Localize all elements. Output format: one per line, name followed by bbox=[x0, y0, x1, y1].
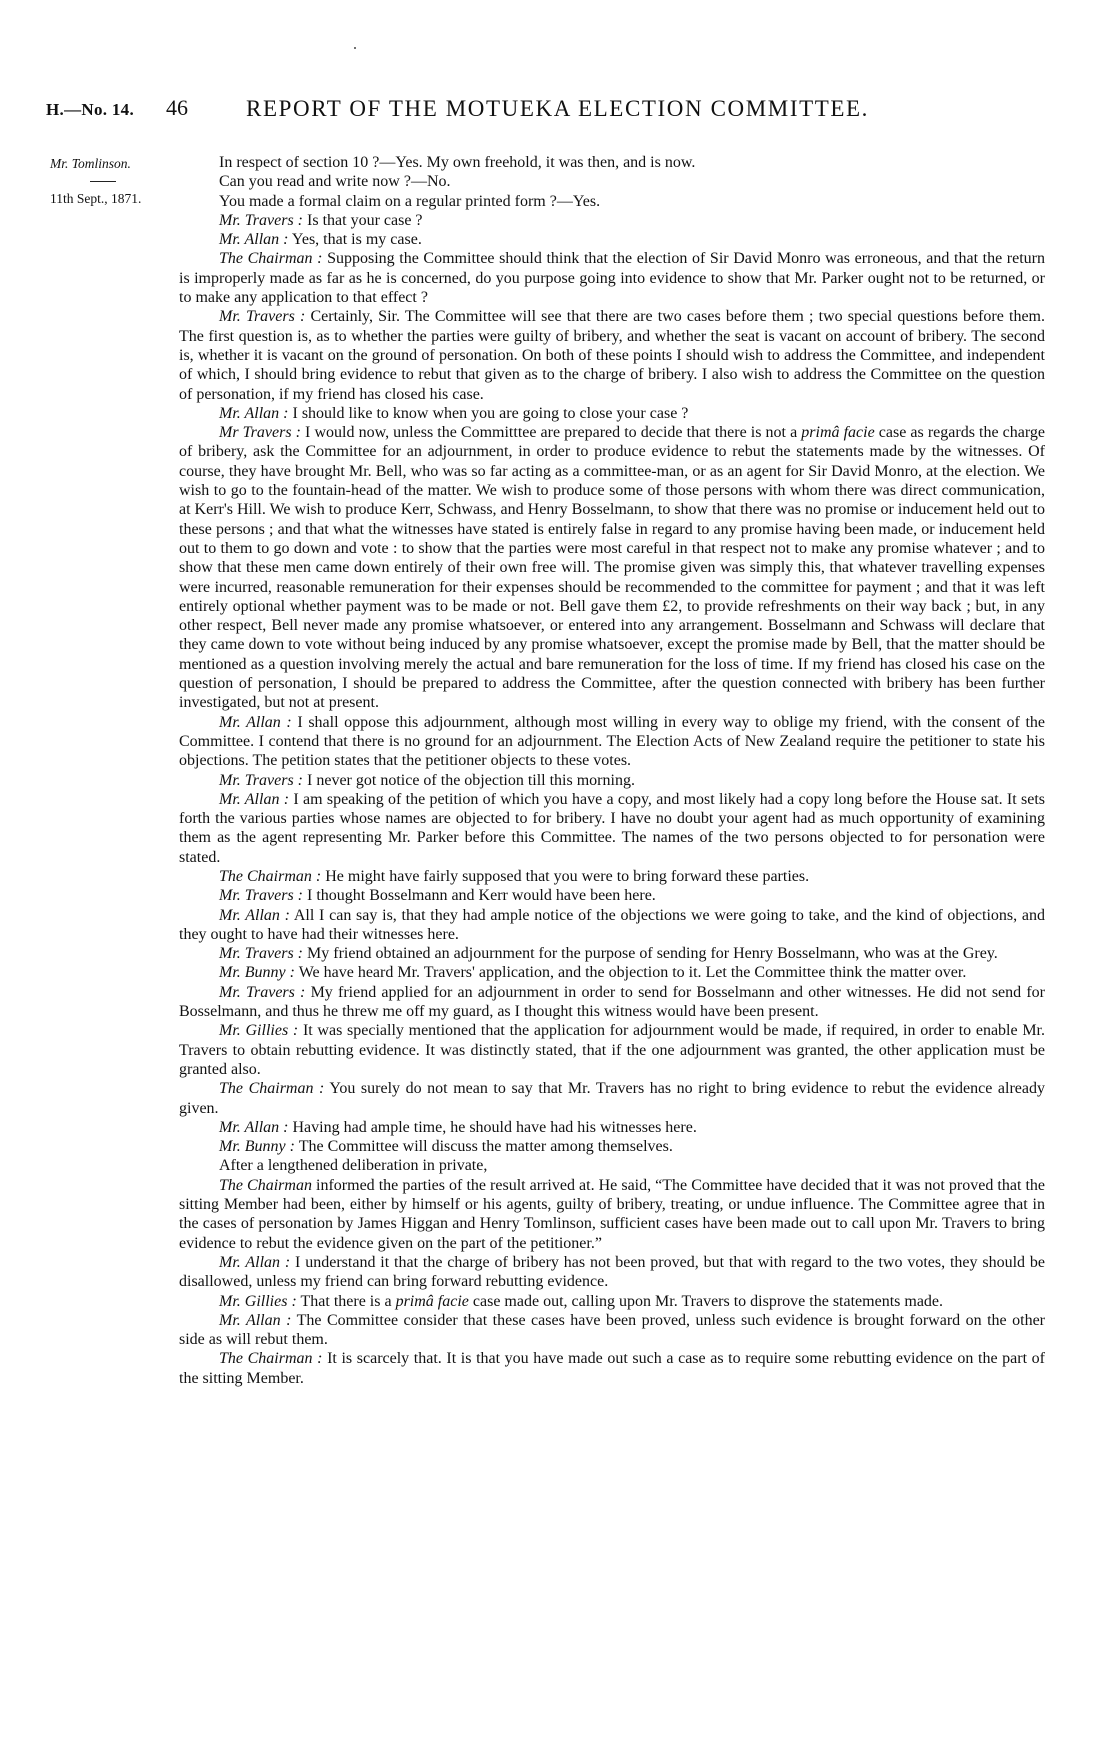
margin-divider bbox=[90, 181, 116, 182]
paragraph bbox=[179, 307, 1045, 403]
speaker-name: Mr. Travers : bbox=[219, 887, 304, 905]
paragraph bbox=[179, 192, 1045, 211]
paragraph-text: informed the parties of the result arrived at. He said, “The Committee have decided that it was not proved that the sitting Member had been, either by himself or his agents, guilty of bribery, treating, or undue influence. The Committee agree that in the cases of personation by James Higgan and Henry Tomlinson, sufficient cases have been made out to call upon Mr. Travers to bring evidence to rebut the evidence given on the part of the petitioner.” bbox=[179, 1176, 1045, 1252]
speaker-name: Mr. Gillies : bbox=[219, 1022, 299, 1040]
speaker-name: Mr. Allan : bbox=[219, 231, 289, 249]
paragraph bbox=[179, 886, 1045, 905]
speaker-name: Mr. Travers : bbox=[219, 945, 304, 963]
paragraph bbox=[179, 423, 1045, 712]
paragraph-text: Certainly, Sir. The Committee will see that there are two cases before them ; two special questions before them. The first question is, as to whether the parties were guilty of bribery, and whether the seat is vacant on account of bribery. The second is, whether it is vacant on the ground of personation. On both of these points I should wish to address the Committee, and independent of which, I should bring evidence to rebut that given as to the charge of bribery. I also wish to address the Committee on the question of personation, if my friend has closed his case. bbox=[179, 308, 1045, 403]
paragraph-text: We have heard Mr. Travers' application, and the objection to it. Let the Committee think the matter over. bbox=[294, 964, 967, 982]
paragraph-text: Having had ample time, he should have had his witnesses here. bbox=[288, 1118, 697, 1136]
page-number: 46 bbox=[166, 95, 188, 120]
margin-witness-name: Mr. Tomlinson. bbox=[50, 156, 131, 171]
paragraph bbox=[179, 1349, 1045, 1388]
speaker-name: Mr. Travers : bbox=[219, 771, 304, 789]
paragraph bbox=[179, 790, 1045, 867]
speaker-name: Mr. Travers : bbox=[219, 211, 304, 229]
speaker-name: Mr. Allan : bbox=[219, 404, 289, 422]
paragraph-text: The Committee consider that these cases have been proved, unless such evidence is brought forward on the other side as will rebut them. bbox=[179, 1311, 1045, 1349]
italic-phrase: primâ facie bbox=[395, 1292, 469, 1310]
paragraph-text: It is scarcely that. It is that you have made out such a case as to require some rebutting evidence on the part of the sitting Member. bbox=[179, 1350, 1045, 1387]
paragraph bbox=[179, 983, 1045, 1022]
paragraph bbox=[179, 230, 1045, 249]
paragraph-text: I am speaking of the petition of which you have a copy, and most likely had a copy long before the House sat. It sets forth the various parties whose names are objected to for bribery. I have no doubt your agent had as much opportunity of examining them as the agent representing Mr. Parker before this Committee. The names of the two persons objected to for personation were stated. bbox=[179, 790, 1046, 866]
paragraph bbox=[179, 1156, 1045, 1175]
speaker-name: The Chairman : bbox=[219, 250, 323, 268]
paragraph bbox=[179, 867, 1045, 886]
paragraph bbox=[179, 1137, 1045, 1156]
paragraph-text: It was specially mentioned that the application for adjournment would be made, if required, in order to enable Mr. Travers to obtain rebutting evidence. It was distinctly stated, that if the one adjournment was granted, the other application must be granted also. bbox=[179, 1022, 1045, 1078]
speaker-name: The Chairman : bbox=[219, 1350, 323, 1368]
minutes-text bbox=[179, 153, 1045, 1388]
paragraph-text: I never got notice of the objection till this morning. bbox=[303, 771, 635, 789]
paragraph-text: The Committee will discuss the matter among themselves. bbox=[294, 1138, 673, 1156]
speaker-name: Mr. Bunny : bbox=[219, 1138, 295, 1156]
paragraph bbox=[179, 963, 1045, 982]
speaker-name: The Chairman bbox=[219, 1176, 312, 1194]
speaker-name: Mr. Allan : bbox=[219, 1253, 291, 1271]
paragraph-text: Yes, that is my case. bbox=[288, 231, 422, 249]
italic-phrase: primâ facie bbox=[801, 424, 875, 442]
speaker-name: Mr Travers : bbox=[219, 424, 301, 442]
paragraph-text: case as regards the charge of bribery, ask the Committee for an adjournment, in order to produce evidence to rebut the statements made by the witnesses. Of course, they have brought Mr. Bell, who was so far acting as a committee-man, or as an agent for Sir David Monro, at the election. We wish to go to the fountain-head of the matter. We wish to produce some of those persons with whom there was direct communication, at Kerr's Hill. We wish to produce Kerr, Schwass, and Henry Bosselmann, to show that there was no promise or inducement held out to these persons ; and that what the witnesses have stated is entirely false in regard to any promise having been made, or inducement held out to them to go down and vote : to show that the parties were most careful in that respect not to make any promise whatever ; and to show that these men came down entirely of their own free will. The promise given was simply this, that whatever travelling expenses were incurred, reasonable remuneration for their expenses should be recommended to the committee for payment ; and that it was left entirely optional whether payment was to be made or not. Bell gave them £2, to provide refreshments on their way back ; but, in any other respect, Bell never made any promise whatsoever, or entered into any arrangement. Bosselmann and Schwass will declare that they came down to vote without being induced by any promise whatsoever, except the promise made by Bell, that the matter should be mentioned as a question involving merely the actual and bare remuneration for the loss of time. If my friend has closed his case on the question of personation, I should be prepared to address the Committee, after the question connected with bribery has been further investigated, but not at present. bbox=[179, 424, 1046, 712]
paragraph bbox=[179, 172, 1045, 191]
paragraph bbox=[179, 1311, 1045, 1350]
paragraph-text: My friend obtained an adjournment for the purpose of sending for Henry Bosselmann, who was at the Grey. bbox=[303, 945, 998, 963]
paragraph-text: You made a formal claim on a regular printed form ?—Yes. bbox=[219, 192, 601, 210]
paragraph-text: My friend applied for an adjournment in order to send for Bosselmann and other witnesses. He did not send for Bosselmann, and thus he threw me off my guard, as I thought this witness would have been present. bbox=[179, 983, 1045, 1021]
paragraph-text: Can you read and write now ?—No. bbox=[219, 173, 451, 191]
margin-note bbox=[46, 156, 176, 207]
speaker-name: The Chairman : bbox=[219, 867, 322, 885]
speaker-name: Mr. Allan : bbox=[219, 1118, 289, 1136]
paragraph bbox=[179, 1292, 1045, 1311]
paragraph-text: I shall oppose this adjournment, although most willing in every way to oblige my friend, with the consent of the Committee. I contend that there is no ground for an adjournment. The Election Acts of New Zealand require the petitioner to state his objections. The petition states that the petitioner objects to these votes. bbox=[179, 713, 1045, 770]
paragraph-text: All I can say is, that they had ample notice of the objections we were going to take, and the kind of objections, and they ought to have had their witnesses here. bbox=[179, 906, 1046, 943]
paragraph-text: case made out, calling upon Mr. Travers to disprove the statements made. bbox=[468, 1292, 944, 1310]
paragraph-text: That there is a bbox=[296, 1292, 396, 1310]
paragraph-text: Is that your case ? bbox=[303, 211, 423, 229]
speaker-name: The Chairman : bbox=[219, 1080, 325, 1098]
paragraph bbox=[179, 1176, 1045, 1253]
paragraph-text: You surely do not mean to say that Mr. Travers has no right to bring evidence to rebut the evidence already given. bbox=[179, 1080, 1045, 1117]
paragraph-text: He might have fairly supposed that you were to bring forward these parties. bbox=[321, 867, 810, 885]
speaker-name: Mr. Gillies : bbox=[219, 1292, 297, 1310]
speaker-name: Mr. Travers : bbox=[219, 308, 306, 326]
paragraph bbox=[179, 944, 1045, 963]
paragraph bbox=[179, 211, 1045, 230]
paragraph bbox=[179, 153, 1045, 172]
paragraph bbox=[179, 906, 1045, 945]
speaker-name: Mr. Allan : bbox=[219, 1311, 292, 1329]
paragraph-text: In respect of section 10 ?—Yes. My own freehold, it was then, and is now. bbox=[219, 154, 696, 171]
paragraph bbox=[179, 1118, 1045, 1137]
margin-date: 11th Sept., 1871. bbox=[50, 191, 142, 206]
paragraph-text: After a lengthened deliberation in private, bbox=[219, 1157, 488, 1175]
paragraph-text: Supposing the Committee should think that the election of Sir David Monro was erroneous, and that the return is improperly made as far as he is concerned, do you purpose going into evidence to show that Mr. Parker ought not to be returned, or to make any application to that effect ? bbox=[179, 250, 1045, 307]
paragraph-text: I should like to know when you are going to close your case ? bbox=[288, 404, 689, 422]
page-header bbox=[46, 94, 1046, 130]
paragraph bbox=[179, 771, 1045, 790]
paragraph bbox=[179, 404, 1045, 423]
document-reference: H.—No. 14. bbox=[46, 100, 134, 119]
speaker-name: Mr. Allan : bbox=[219, 906, 290, 924]
speaker-name: Mr. Allan : bbox=[219, 713, 292, 731]
paragraph bbox=[179, 1253, 1045, 1292]
stray-mark bbox=[354, 47, 356, 49]
page-title: REPORT OF THE MOTUEKA ELECTION COMMITTEE. bbox=[246, 96, 870, 121]
speaker-name: Mr. Allan : bbox=[219, 790, 290, 808]
paragraph bbox=[179, 713, 1045, 771]
speaker-name: Mr. Bunny : bbox=[219, 964, 295, 982]
paragraph-text: I would now, unless the Committtee are prepared to decide that there is not a bbox=[300, 424, 802, 442]
speaker-name: Mr. Travers : bbox=[219, 983, 306, 1001]
paragraph bbox=[179, 249, 1045, 307]
paragraph-text: I understand it that the charge of bribery has not been proved, but that with regard to the two votes, they should be disallowed, unless my friend can bring forward rebutting evidence. bbox=[179, 1253, 1045, 1291]
paragraph-text: I thought Bosselmann and Kerr would have been here. bbox=[303, 887, 656, 905]
paragraph bbox=[179, 1079, 1045, 1118]
paragraph bbox=[179, 1021, 1045, 1079]
